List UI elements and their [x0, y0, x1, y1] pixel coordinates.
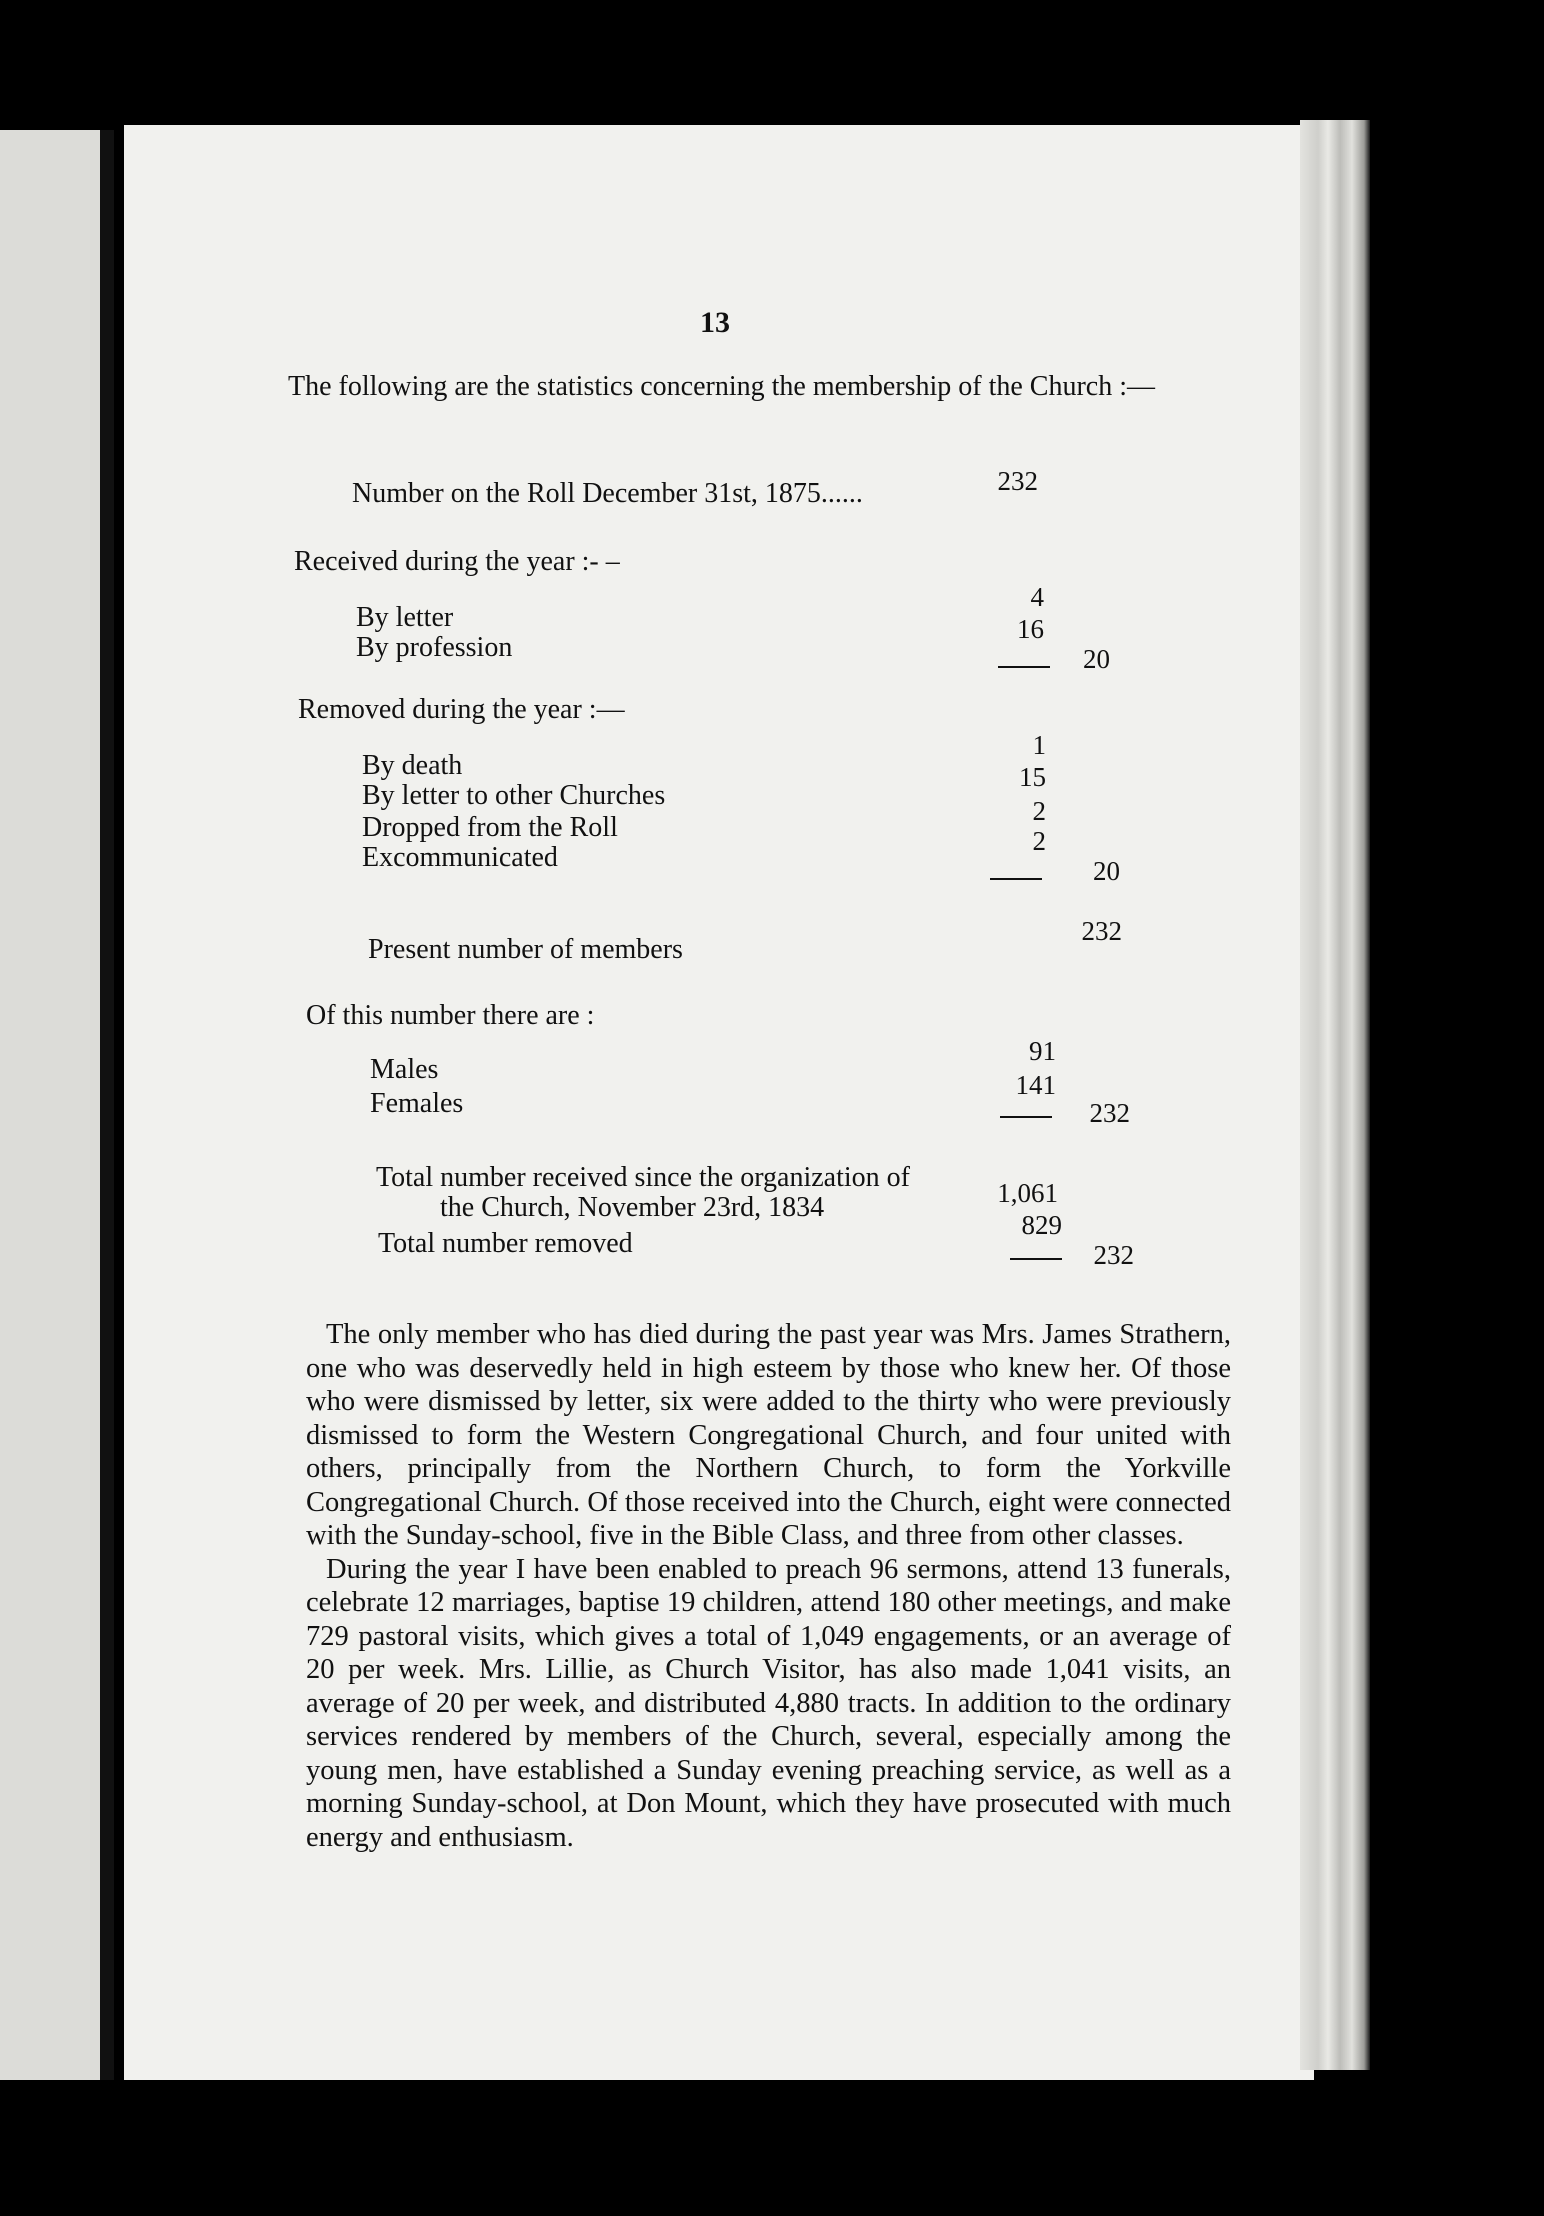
intro-text: The following are the statistics concerning the membership of the Church :—: [288, 371, 1155, 402]
removed-total: 20: [1093, 856, 1120, 886]
removed-item-value: 2: [1032, 826, 1046, 856]
total-received-value: 1,061: [997, 1178, 1058, 1208]
removed-heading: Removed during the year :—: [298, 694, 625, 725]
page-number: 13: [700, 306, 730, 339]
body-text: [306, 1318, 1231, 1854]
received-total: 20: [1083, 644, 1110, 674]
present-value: 232: [1081, 916, 1122, 946]
removed-item-value: 1: [1032, 730, 1046, 760]
paragraph: During the year I have been enabled to preach 96 sermons, attend 13 funerals, celebrate 12 marriages, baptise 19 children, attend 180 other meetings, and make 729 pastoral visits, which gives a total of 1,049 engagements, or an average of 20 per week. Mrs. Lillie, as Church Visitor, has also made 1,041 visits, an average of 20 per week, and distributed 4,880 tracts. In addition to the ordinary services rendered by members of the Church, several, especially among the young men, have established a Sunday evening preaching service, as well as a morning Sunday-school, at Don Mount, which they have prosecuted with much energy and enthusiasm.: [306, 1553, 1231, 1853]
received-item-value: 16: [1017, 614, 1044, 644]
removed-item-value: 2: [1032, 796, 1046, 826]
sum-rule: [990, 878, 1042, 880]
paragraph: The only member who has died during the past year was Mrs. James Strathern, one who was deservedly held in high esteem by those who knew her. Of those who were dismissed by letter, six were added to the thirty who were previously dismissed to form the Western Congregational Church, and four united with others, principally from the Northern Church, to form the Yorkville Congregational Church. Of those received into the Church, eight were connected with the Sunday-school, five in the Bible Class, and three from other classes.: [306, 1319, 1231, 1551]
total-received-label: Total number received since the organization of: [376, 1162, 910, 1193]
breakdown-item-value: 91: [1029, 1036, 1056, 1066]
breakdown-item-value: 141: [1015, 1070, 1056, 1100]
removed-item-label: By letter to other Churches: [362, 780, 666, 811]
removed-item-value: 15: [1019, 762, 1046, 792]
breakdown-item-label: Males: [370, 1054, 439, 1085]
removed-item-label: Dropped from the Roll: [362, 812, 618, 843]
breakdown-item-label: Females: [370, 1088, 464, 1119]
total-removed-value: 829: [1021, 1210, 1062, 1240]
binding-gutter: [100, 130, 114, 2080]
facing-page: [0, 130, 108, 2080]
received-heading: Received during the year :- –: [294, 546, 620, 577]
total-received-label-cont: the Church, November 23rd, 1834: [440, 1192, 825, 1223]
breakdown-heading: Of this number there are :: [306, 1000, 595, 1031]
total-removed-label: Total number removed: [378, 1228, 633, 1259]
breakdown-total: 232: [1089, 1098, 1130, 1128]
roll-value: 232: [997, 466, 1038, 496]
sum-rule: [1000, 1116, 1052, 1118]
removed-item-label: Excommunicated: [362, 842, 558, 873]
net-total: 232: [1093, 1240, 1134, 1270]
removed-item-label: By death: [362, 750, 463, 781]
present-label: Present number of members: [368, 934, 683, 965]
received-item-label: By profession: [356, 632, 513, 663]
page-edges: [1300, 120, 1370, 2070]
received-item-value: 4: [1030, 582, 1044, 612]
received-item-label: By letter: [356, 602, 454, 633]
roll-label: Number on the Roll December 31st, 1875......: [352, 478, 863, 509]
